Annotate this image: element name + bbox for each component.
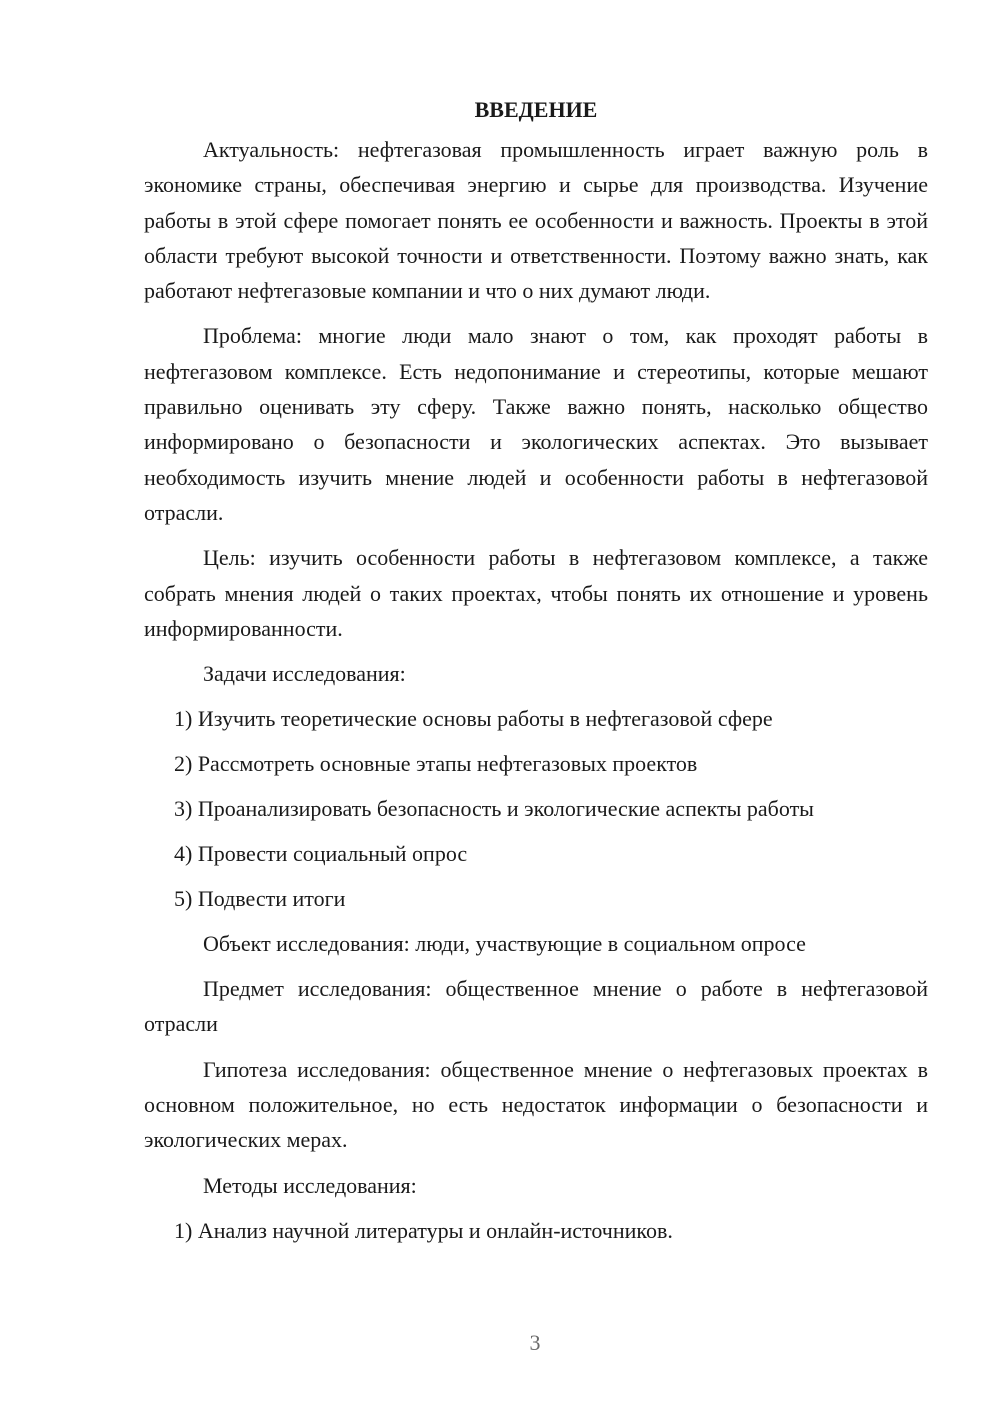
- problem-paragraph: Проблема: многие люди мало знают о том, как проходят работы в нефтегазовом комплексе. Есть недопонимание и стереотипы, которые мешают правильно оценивать эту сферу. Также важно понять, насколько общество информировано о безопасности и экологических аспектах. Это вызывает необходимость изучить мнение людей и особенности работы в нефтегазовой отрасли.: [144, 323, 928, 525]
- hypothesis-paragraph: Гипотеза исследования: общественное мнение о нефтегазовых проектах в основном положительное, но есть недостаток информации о безопасности и экологических мерах.: [144, 1056, 928, 1153]
- list-item: 4) Провести социальный опрос: [174, 841, 468, 867]
- list-item: 2) Рассмотреть основные этапы нефтегазовых проектов: [174, 751, 698, 777]
- relevance-paragraph: Актуальность: нефтегазовая промышленность играет важную роль в экономике страны, обеспечивая энергию и сырье для производства. Изучение работы в этой сфере помогает понять ее особенности и важность. Проекты в этой области требуют высокой точности и ответственности. Поэтому важно знать, как работают нефтегазовые компании и что о них думают люди.: [144, 137, 928, 304]
- goal-paragraph: Цель: изучить особенности работы в нефтегазовом комплексе, а также собрать мнения людей о таких проектах, чтобы понять их отношение и уровень информированности.: [144, 545, 928, 641]
- document-page: [144, 94, 928, 1258]
- page-title: ВВЕДЕНИЕ: [474, 97, 598, 122]
- tasks-heading: Задачи исследования:: [203, 661, 406, 687]
- list-item: 5) Подвести итоги: [174, 886, 346, 912]
- page-number: 3: [529, 1330, 541, 1355]
- object-paragraph: Объект исследования: люди, участвующие в социальном опросе: [203, 931, 806, 957]
- methods-heading: Методы исследования:: [203, 1172, 417, 1198]
- methods-list: [144, 1213, 928, 1248]
- list-item: 1) Анализ научной литературы и онлайн-источников.: [174, 1217, 673, 1243]
- list-item: 3) Проанализировать безопасность и экологические аспекты работы: [174, 796, 814, 822]
- tasks-list: [144, 701, 928, 916]
- subject-paragraph: Предмет исследования: общественное мнение о работе в нефтегазовой отрасли: [144, 976, 928, 1037]
- list-item: 1) Изучить теоретические основы работы в нефтегазовой сфере: [174, 706, 773, 732]
